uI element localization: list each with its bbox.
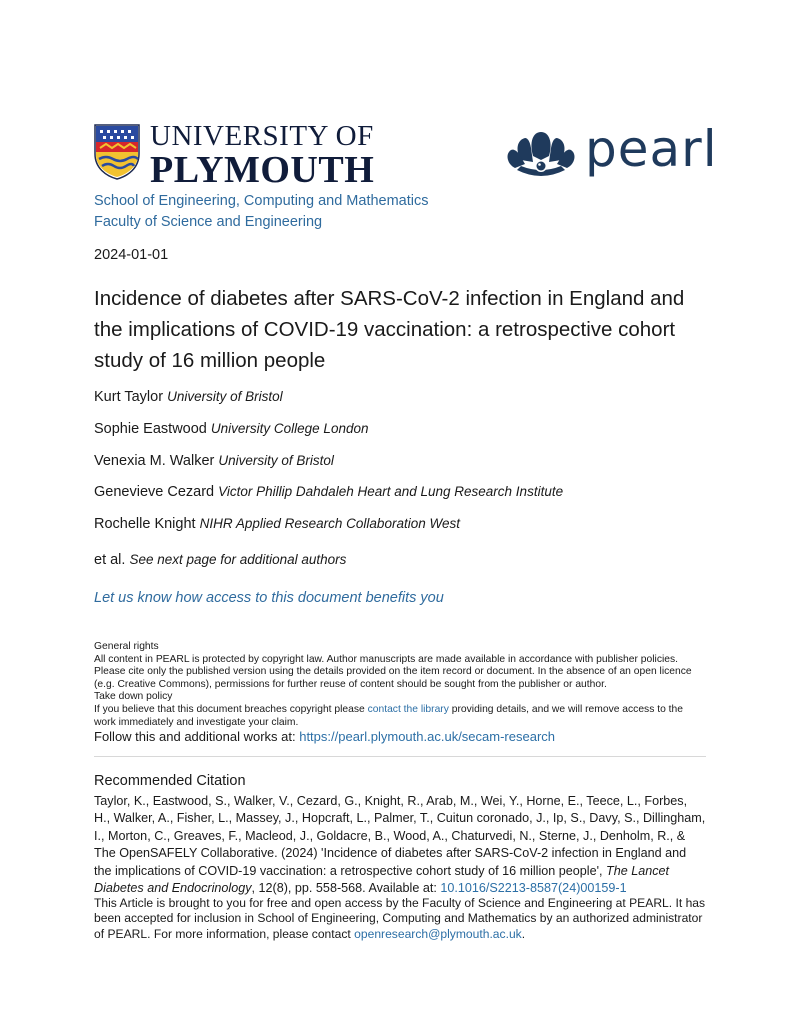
faculty-link[interactable]: Faculty of Science and Engineering <box>94 214 323 230</box>
rights-section <box>94 641 706 729</box>
notice-text: This Article is brought to you for free and open access by the Faculty of Science and Engineering at PEARL. It has been accepted for inclusion in School of Engineering, Computing and Mathematics by an authorized administrator of PEARL. For more information, please contact <box>94 896 706 941</box>
citation-pages: , 12(8), pp. 558-568. Available at: <box>251 881 441 896</box>
citation-body: Taylor, K., Eastwood, S., Walker, V., Cezard, G., Knight, R., Arab, M., Wei, Y., Horne, E., Teece, L., Forbes, H., Walker, A., Fisher, L., Massey, J., Hopcraft, L., Palmer, T., Cuitun coronado, J., Ip, S., Davy, S., Dillingham, I., Morton, C., Greaves, F., Macleod, J., Goldacre, B., Wood, A., Chaturvedi, N., Sterne, J., Denholm, R., & The OpenSAFELY Collaborative. (2024) 'Incidence of diabetes after SARS-CoV-2 infection in England and the implications of COVID-19 vaccination: a retrospective cohort study of 16 million people', <box>94 794 706 878</box>
follow-text: Follow this and additional works at: <box>94 729 300 744</box>
author-affiliation: NIHR Applied Research Collaboration West <box>199 516 460 531</box>
general-rights-text: All content in PEARL is protected by copyright law. Author manuscripts are made available in accordance with publisher policies. Please cite only the published version using the details provided on the item record or document. In the absence of an open licence (e.g. Creative Commons), permissions for further reuse of content should be sought from the publisher or author. <box>94 653 692 690</box>
author-entry <box>94 484 563 500</box>
university-logo <box>94 120 384 191</box>
contact-email-link[interactable]: openresearch@plymouth.ac.uk <box>354 926 522 941</box>
benefit-feedback-link[interactable]: Let us know how access to this document benefits you <box>94 590 444 606</box>
takedown-heading: Take down policy <box>94 691 173 703</box>
shell-pearl-icon <box>503 126 579 182</box>
author-affiliation: Victor Phillip Dahdaleh Heart and Lung Research Institute <box>218 484 564 499</box>
collection-link[interactable]: https://pearl.plymouth.ac.uk/secam-research <box>299 729 555 744</box>
publication-date: 2024-01-01 <box>94 247 169 263</box>
etal-note: See next page for additional authors <box>129 552 347 567</box>
citation-text <box>94 793 706 897</box>
access-notice <box>94 896 706 942</box>
author-entry <box>94 421 368 437</box>
etal-label: et al. <box>94 552 126 568</box>
author-affiliation: University College London <box>210 421 369 436</box>
author-name[interactable]: Kurt Taylor <box>94 389 164 405</box>
author-entry <box>94 453 334 469</box>
school-link[interactable]: School of Engineering, Computing and Mathematics <box>94 193 429 209</box>
divider <box>94 756 706 757</box>
contact-library-link[interactable]: contact the library <box>367 703 449 715</box>
doi-link[interactable]: 10.1016/S2213-8587(24)00159-1 <box>440 881 627 896</box>
author-name[interactable]: Rochelle Knight <box>94 516 196 532</box>
takedown-text-after: providing details, and we will remove access to the work immediately and investigate your claim. <box>94 703 683 728</box>
takedown-text <box>94 704 706 729</box>
author-name[interactable]: Sophie Eastwood <box>94 421 207 437</box>
general-rights-heading: General rights <box>94 641 159 652</box>
author-name[interactable]: Genevieve Cezard <box>94 484 215 500</box>
journal-name: The Lancet Diabetes and Endocrinology <box>94 863 670 896</box>
university-name-line1: UNIVERSITY OF <box>150 120 374 152</box>
school-links <box>94 191 429 233</box>
author-affiliation: University of Bristol <box>218 453 334 468</box>
university-name-line2: PLYMOUTH <box>150 149 375 191</box>
takedown-text-before: If you believe that this document breaches copyright please <box>94 703 368 715</box>
article-title: Incidence of diabetes after SARS-CoV-2 infection in England and the implications of COVID-19 vaccination: a retrospective cohort study of 16 million people <box>94 287 685 372</box>
etal-entry <box>94 552 346 568</box>
author-entry <box>94 516 460 532</box>
follow-line <box>94 729 555 744</box>
pearl-logo <box>503 120 718 182</box>
author-entry <box>94 389 283 405</box>
crest-shield-icon <box>94 124 140 180</box>
citation-heading: Recommended Citation <box>94 773 246 789</box>
author-name[interactable]: Venexia M. Walker <box>94 453 215 469</box>
author-affiliation: University of Bristol <box>167 389 283 404</box>
pearl-wordmark: pearl <box>585 120 718 178</box>
notice-end: . <box>521 926 526 941</box>
